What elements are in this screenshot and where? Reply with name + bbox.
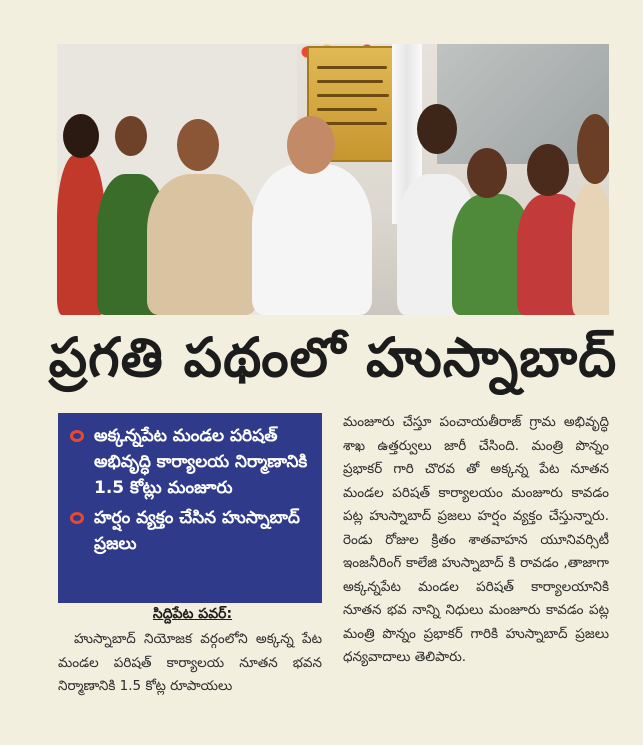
headline: ప్రగతి పథంలో హుస్నాబాద్ bbox=[48, 325, 618, 389]
article-column-left bbox=[58, 628, 322, 699]
byline: సిద్దిపేట పవర్: bbox=[152, 606, 233, 622]
photo-person-head bbox=[417, 104, 457, 154]
highlight-item bbox=[70, 423, 312, 501]
photo-person bbox=[572, 184, 609, 315]
article-column-right bbox=[343, 411, 609, 670]
photo-person-head bbox=[115, 116, 147, 156]
highlight-text: అక్కన్నపేట మండల పరిషత్ అభివృద్ధి కార్యాలయ నిర్మాణానికి 1.5 కోట్లు మంజూరు bbox=[94, 426, 308, 498]
highlight-text: హర్షం వ్యక్తం చేసిన హుస్నాబాద్ ప్రజలు bbox=[94, 508, 300, 554]
highlight-item bbox=[70, 505, 312, 557]
photo-person-head bbox=[527, 144, 569, 196]
ring-bullet-icon bbox=[70, 512, 84, 524]
photo-person-head bbox=[177, 119, 219, 171]
photo-person-head bbox=[467, 148, 507, 198]
photo-person-head bbox=[63, 114, 99, 158]
article-paragraph: మంజూరు చేస్తూ పంచాయతీరాజ్ గ్రామ అభివృద్ధి శాఖ ఉత్తర్వులు జారీ చేసింది. మంత్రి పొన్నం ప్రభాకర్ గారి చొరవ తో అక్కన్న పేట నూతన మండల పరిషత్ కార్యాలయం మంజూరు కావడం పట్ల హుస్నాబాద్ ప్రజలు హర్షం వ్యక్తం చేస్తున్నారు. రెండు రోజుల క్రితం శాతవాహన యూనివర్సిటీ ఇంజనీరింగ్ కాలేజి హుస్నాబాద్ కి రావడం ,తాజాగా అక్కన్నపేట మండల పరిషత్ కార్యాలయానికి నూతన భవ నాన్ని నిధులు మంజూరు కావడం పట్ల మంత్రి పొన్నం ప్రభాకర్ గారికి హుస్నాబాద్ ప్రజలు ధన్యవాదాలు తెలిపారు. bbox=[343, 414, 609, 665]
ring-bullet-icon bbox=[70, 430, 84, 442]
photo-person-head bbox=[287, 116, 335, 174]
event-photo bbox=[57, 44, 609, 315]
article-paragraph: హుస్నాబాద్ నియోజక వర్గంలోని అక్కన్న పేట మండల పరిషత్ కార్యాలయ నూతన భవన నిర్మాణానికి 1.5 కోట్ల రూపాయలు bbox=[58, 631, 322, 694]
photo-person-minister bbox=[252, 164, 372, 315]
photo-person bbox=[147, 174, 257, 315]
photo-person-head bbox=[577, 114, 609, 184]
highlights-box bbox=[58, 413, 322, 603]
